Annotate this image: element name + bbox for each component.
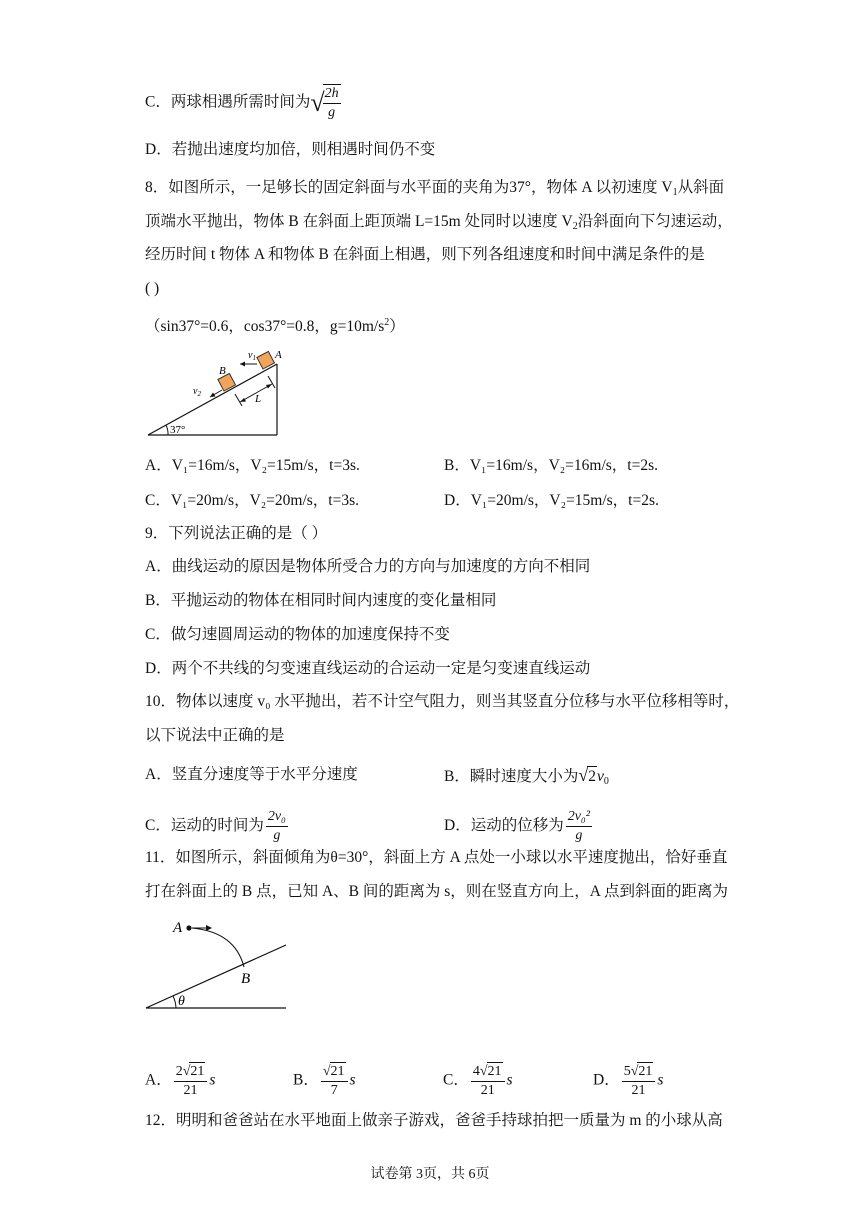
q8-l1-sub: 1 [672, 187, 678, 198]
q8-l2-end: 沿斜面向下匀速运动， [577, 213, 733, 230]
q11-option-c: C． $\frac{4√21}{21}$ s [443, 1064, 513, 1098]
label-v2: $v_2$ [193, 386, 201, 398]
q9-option-a: A．曲线运动的原因是物体所受合力的方向与加速度的方向不相同 [145, 558, 591, 575]
q9-option-b: B．平抛运动的物体在相同时间内速度的变化量相同 [145, 592, 497, 609]
q8-line3: 经历时间 t 物体 A 和物体 B 在斜面上相遇，则下列各组速度和时间中满足条件的是 [145, 246, 705, 263]
q8-l2-sub: 2 [572, 221, 578, 232]
q10-c-num: 2v₀ [266, 808, 288, 827]
q8-option-c: C．V₁=20m/s，V₂=20m/s，t=3s. [145, 492, 360, 509]
q8-incline-figure [140, 342, 290, 442]
q10-line2: 以下说法中正确的是 [145, 727, 285, 744]
q11-option-b: B． $\frac{√21}{7}$ s [293, 1064, 356, 1098]
label-a: A [275, 349, 282, 361]
q10-line1: 10．物体以速度 v₀ 水平抛出，若不计空气阻力，则当其竖直分位移与水平位移相等时， [145, 693, 740, 710]
q8-l5-sup: 2 [384, 317, 390, 328]
label-37: 37° [170, 424, 186, 436]
ball-a [186, 925, 191, 930]
q10-d-num: 2v₀² [566, 808, 592, 827]
q10-b-rad: 2 [588, 768, 596, 785]
q10-c-den: g [273, 828, 281, 843]
q12-line1: 12．明明和爸爸站在水平地面上做亲子游戏，爸爸手持球拍把一质量为 m 的小球从高 [145, 1112, 723, 1129]
q11-option-a: A． $\frac{2√21}{21}$ s [145, 1064, 216, 1098]
label-a: A [173, 920, 183, 936]
q7-option-d: D．若抛出速度均加倍，则相遇时间仍不变 [145, 141, 436, 158]
q10-option-d [444, 808, 594, 845]
q8-option-a: A．V₁=16m/s，V₂=15m/s，t=3s. [145, 457, 360, 474]
q10-b-tail: v [596, 768, 604, 785]
q8-l1: 8．如图所示，一足够长的固定斜面与水平面的夹角为37°，物体 A 以初速度 V [145, 179, 673, 196]
q8-line5 [145, 313, 405, 337]
q10-d-text: D．运动的位移为 [444, 817, 564, 835]
q8-line2 [145, 212, 733, 237]
q7-c-den: g [328, 105, 336, 120]
q8-l1-end: 从斜面 [677, 179, 725, 196]
q7-option-c [145, 84, 343, 122]
q10-b-text: B．瞬时速度大小为 [444, 768, 579, 785]
q10-d-den: g [575, 828, 583, 843]
q9-option-c: C．做匀速圆周运动的物体的加速度保持不变 [145, 626, 450, 643]
q11-line2: 打在斜面上的 B 点，已知 A、B 间的距离为 s，则在竖直方向上，A 点到斜面的距离为 [145, 883, 728, 900]
q9-stem: 9．下列说法正确的是（ ） [145, 525, 328, 542]
q8-option-b: B．V₁=16m/s，V₂=16m/s，t=2s. [444, 457, 659, 474]
q9-option-d: D．两个不共线的匀变速直线运动的合运动一定是匀变速直线运动 [145, 660, 591, 677]
label-b: B [219, 365, 226, 377]
q10-c-text: C．运动的时间为 [145, 817, 264, 835]
q11-line1: 11．如图所示，斜面倾角为θ=30°，斜面上方 A 点处一小球以水平速度抛出，恰好垂直 [145, 849, 728, 866]
page-footer: 试卷第 3页，共 6页 [370, 1167, 490, 1182]
q7-c-sqrt-frac: √ $\frac{2h}{g}$ [310, 86, 339, 120]
q8-line4: ( ) [145, 280, 160, 297]
q11-incline-figure [140, 912, 300, 1017]
q8-line1 [145, 178, 724, 203]
q10-option-a: A．竖直分速度等于水平分速度 [145, 766, 358, 783]
label-l: L [255, 393, 262, 405]
q10-option-c [145, 808, 290, 845]
q7-c-text: C．两球相遇所需时间为 [145, 93, 311, 111]
q8-l2: 顶端水平抛出，物体 B 在斜面上距顶端 L=15m 处同时以速度 V [145, 213, 573, 230]
q10-option-b: B．瞬时速度大小为$√2v_0$ [444, 765, 609, 787]
q8-option-d: D．V₁=20m/s，V₂=15m/s，t=2s. [444, 492, 659, 509]
q7-c-num: 2h [323, 85, 341, 104]
label-theta: θ [178, 994, 185, 1009]
label-b: B [241, 971, 251, 987]
q8-l5-end: ） [389, 318, 405, 335]
q8-l5: （sin37°=0.6，cos37°=0.8，g=10m/s [145, 318, 385, 335]
q11-option-d: D． $\frac{5√21}{21}$ s [593, 1064, 664, 1098]
label-v1: $v_1$ [248, 350, 256, 362]
